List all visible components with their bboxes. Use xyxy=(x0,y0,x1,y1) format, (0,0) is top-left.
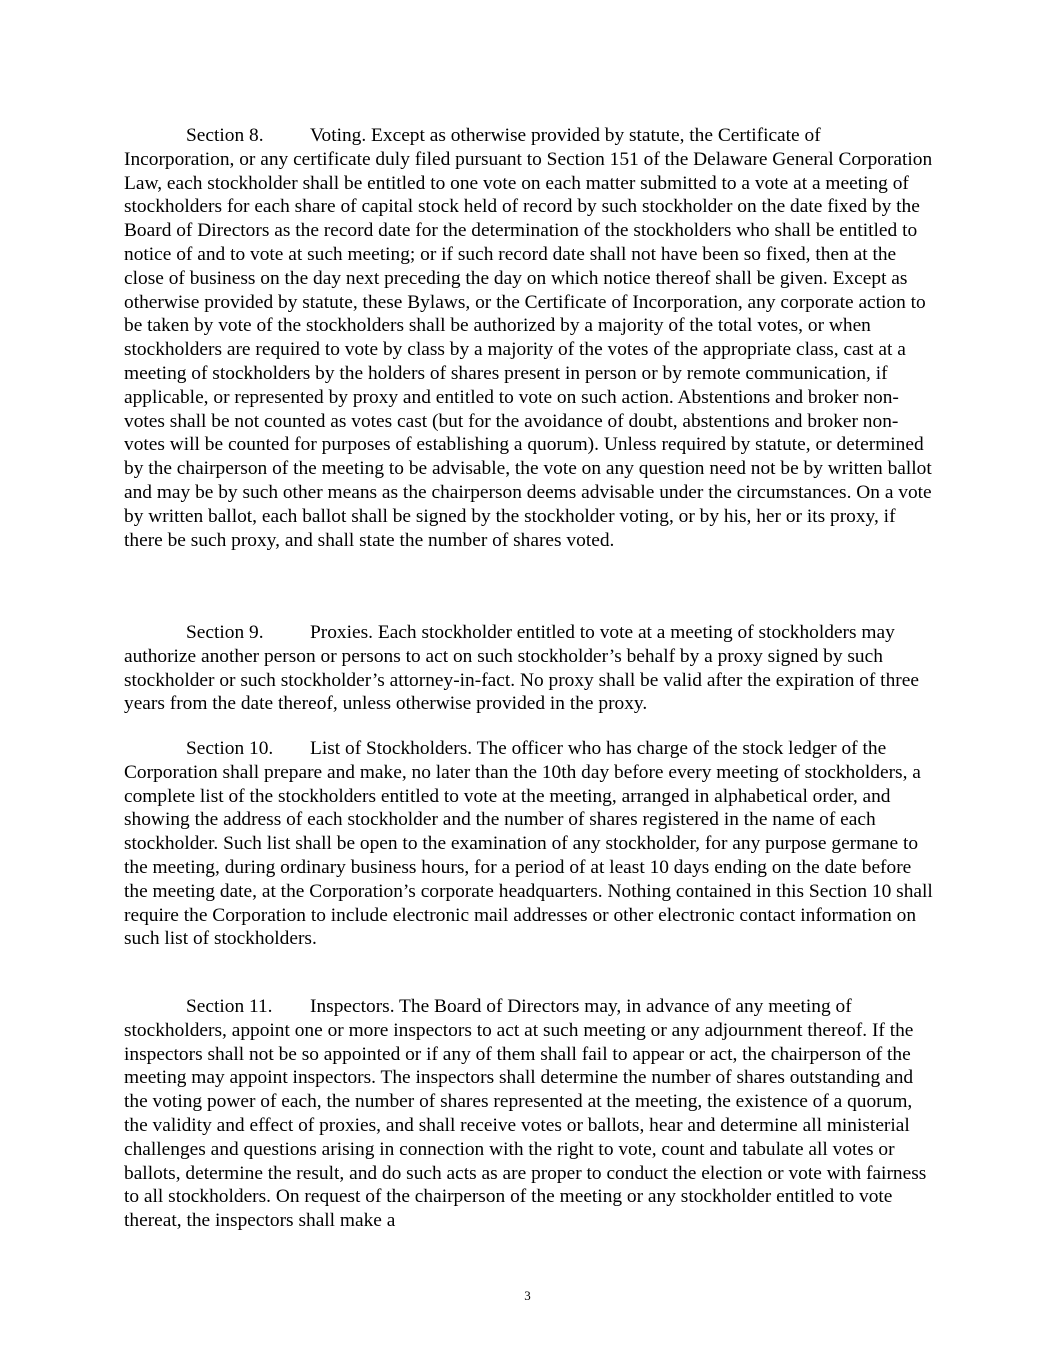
section-9-number: Section 9. xyxy=(186,622,264,643)
section-11-number: Section 11. xyxy=(186,996,273,1017)
section-8-number: Section 8. xyxy=(186,125,264,146)
section-9-paragraph xyxy=(124,621,934,716)
section-8-text: Voting. Except as otherwise provided by statute, the Certificate of Incorporation, or any certificate duly filed pursuant to Section 151 of the Delaware General Corporation Law, each stockholder shall be entitled to one vote on each matter submitted to a vote at a meeting of stockholders for each share of capital stock held of record by such stockholder on the date fixed by the Board of Directors as the record date for the determination of the stockholders who shall be entitled to notice of and to vote at such meeting; or if such record date shall not have been so fixed, then at the close of business on the day next preceding the day on which notice thereof shall be given. Except as otherwise provided by statute, these Bylaws, or the Certificate of Incorporation, any corporate action to be taken by vote of the stockholders shall be authorized by a majority of the total votes, or when stockholders are required to vote by class by a majority of the votes of the appropriate class, cast at a meeting of stockholders by the holders of shares present in person or by remote communication, if applicable, or represented by proxy and entitled to vote on such action. Abstentions and broker non-votes shall be not counted as votes cast (but for the avoidance of doubt, abstentions and broker non-votes will be counted for purposes of establishing a quorum). Unless required by statute, or determined by the chairperson of the meeting to be advisable, the vote on any question need not be by written ballot and may be by such other means as the chairperson deems advisable under the circumstances. On a vote by written ballot, each ballot shall be signed by the stockholder voting, or by his, her or its proxy, if there be such proxy, and shall state the number of shares voted. xyxy=(124,125,933,551)
section-11-text: Inspectors. The Board of Directors may, in advance of any meeting of stockholders, appoint one or more inspectors to act at such meeting or any adjournment thereof. If the inspectors shall not be so appointed or if any of them shall fail to appear or act, the chairperson of the meeting may appoint inspectors. The inspectors shall determine the number of shares outstanding and the voting power of each, the number of shares represented at the meeting, the existence of a quorum, the validity and effect of proxies, and shall receive votes or ballots, hear and determine all ministerial challenges and questions arising in connection with the right to vote, count and tabulate all votes or ballots, determine the result, and do such acts as are proper to conduct the election or vote with fairness to all stockholders. On request of the chairperson of the meeting or any stockholder entitled to vote thereat, the inspectors shall make a xyxy=(124,996,927,1232)
page-number: 3 xyxy=(524,1288,531,1303)
section-8-paragraph xyxy=(124,124,934,552)
section-9-text: Proxies. Each stockholder entitled to vote at a meeting of stockholders may authorize another person or persons to act on such stockholder’s behalf by a proxy signed by such stockholder or such stockholder’s attorney-in-fact. No proxy shall be valid after the expiration of three years from the date thereof, unless otherwise provided in the proxy. xyxy=(124,622,919,715)
section-10-number: Section 10. xyxy=(186,738,274,759)
section-10-text: List of Stockholders. The officer who has charge of the stock ledger of the Corporation shall prepare and make, no later than the 10th day before every meeting of stockholders, a complete list of the stockholders entitled to vote at the meeting, arranged in alphabetical order, and showing the address of each stockholder and the number of shares registered in the name of each stockholder. Such list shall be open to the examination of any stockholder, for any purpose germane to the meeting, during ordinary business hours, for a period of at least 10 days ending on the date before the meeting date, at the Corporation’s corporate headquarters. Nothing contained in this Section 10 shall require the Corporation to include electronic mail addresses or other electronic contact information on such list of stockholders. xyxy=(124,738,933,950)
section-11-paragraph xyxy=(124,995,934,1233)
section-10-paragraph xyxy=(124,737,934,951)
